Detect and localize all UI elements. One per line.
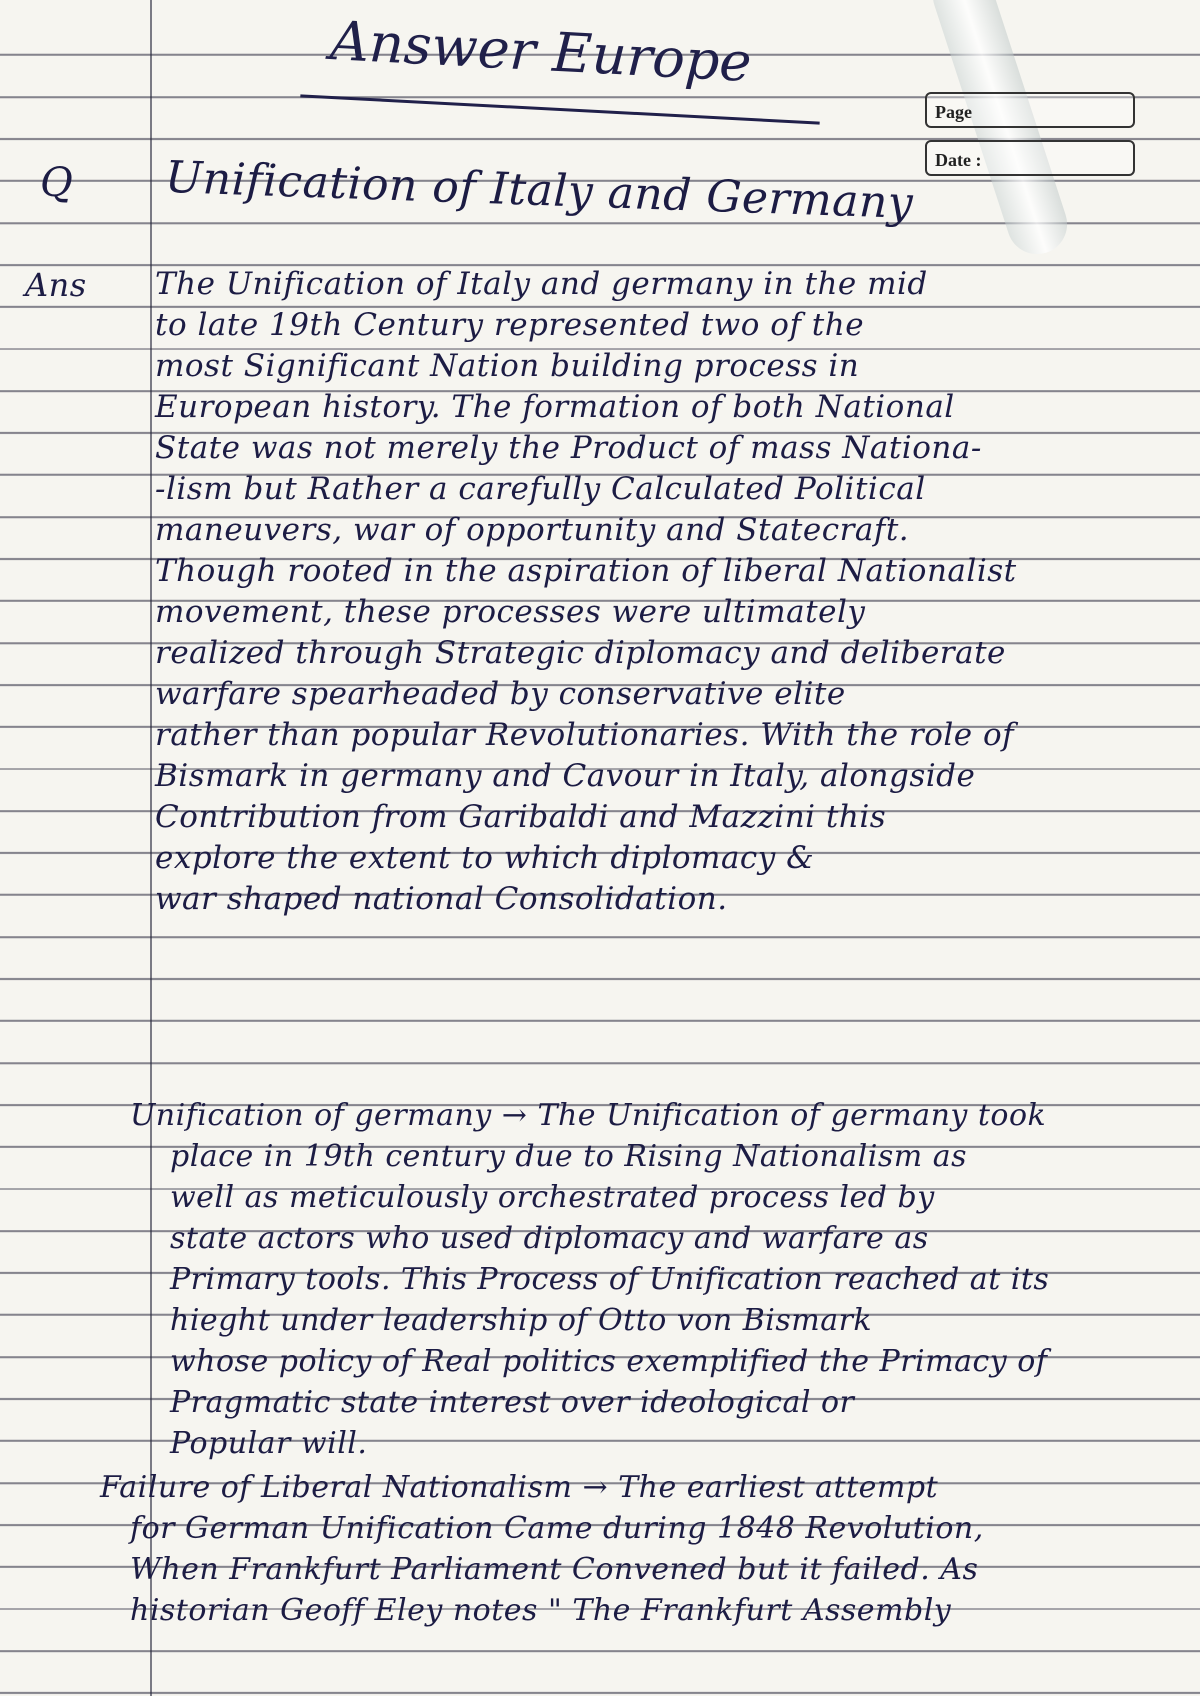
text-line: well as meticulously orchestrated process led by: [170, 1180, 935, 1215]
text-line: most Significant Nation building process in: [155, 348, 860, 384]
text-line: maneuvers, war of opportunity and Statecraft.: [155, 512, 910, 548]
text-line: State was not merely the Product of mass Nationa-: [155, 430, 982, 466]
text-line: Popular will.: [170, 1426, 368, 1461]
question-label: Q: [40, 160, 74, 206]
text-line: Pragmatic state interest over ideological or: [170, 1385, 855, 1420]
page-number-box: [925, 92, 1135, 128]
text-line: Unification of germany → The Unification of germany took: [130, 1098, 1047, 1133]
date-label: Date :: [935, 150, 982, 170]
text-line: When Frankfurt Parliament Convened but it failed. As: [130, 1552, 979, 1587]
text-line: Though rooted in the aspiration of liberal Nationalist: [155, 553, 1017, 589]
text-line: hieght under leadership of Otto von Bismark: [170, 1303, 873, 1338]
page-label: Page: [935, 102, 972, 122]
text-line: Bismark in germany and Cavour in Italy, alongside: [155, 758, 976, 794]
text-line: explore the extent to which diplomacy &: [155, 840, 815, 876]
text-line: rather than popular Revolutionaries. With the role of: [155, 717, 1015, 753]
text-line: whose policy of Real politics exemplified the Primacy of: [170, 1344, 1048, 1379]
text-line: Primary tools. This Process of Unification reached at its: [170, 1262, 1050, 1297]
text-line: warfare spearheaded by conservative elite: [155, 676, 846, 712]
text-line: state actors who used diplomacy and warfare as: [170, 1221, 929, 1256]
text-line: to late 19th Century represented two of the: [155, 307, 865, 343]
text-line: war shaped national Consolidation.: [155, 881, 728, 917]
text-line: Failure of Liberal Nationalism → The earliest attempt: [100, 1470, 939, 1505]
pen-object: [925, 0, 1075, 262]
date-box: [925, 140, 1135, 176]
text-line: Contribution from Garibaldi and Mazzini this: [155, 799, 887, 835]
text-line: The Unification of Italy and germany in the mid: [155, 266, 928, 302]
text-line: movement, these processes were ultimately: [155, 594, 866, 630]
text-line: for German Unification Came during 1848 Revolution,: [130, 1511, 984, 1546]
text-line: European history. The formation of both National: [155, 389, 955, 425]
title-underline: [300, 94, 819, 124]
text-line: place in 19th century due to Rising Nationalism as: [170, 1139, 968, 1174]
margin-line: [150, 0, 152, 1696]
answer-label: Ans: [25, 266, 87, 304]
text-line: -lism but Rather a carefully Calculated Political: [155, 471, 926, 507]
question-heading: Unification of Italy and Germany: [164, 151, 915, 230]
text-line: realized through Strategic diplomacy and deliberate: [155, 635, 1006, 671]
page-title: Answer Europe: [328, 9, 754, 94]
text-line: historian Geoff Eley notes " The Frankfurt Assembly: [130, 1593, 952, 1628]
